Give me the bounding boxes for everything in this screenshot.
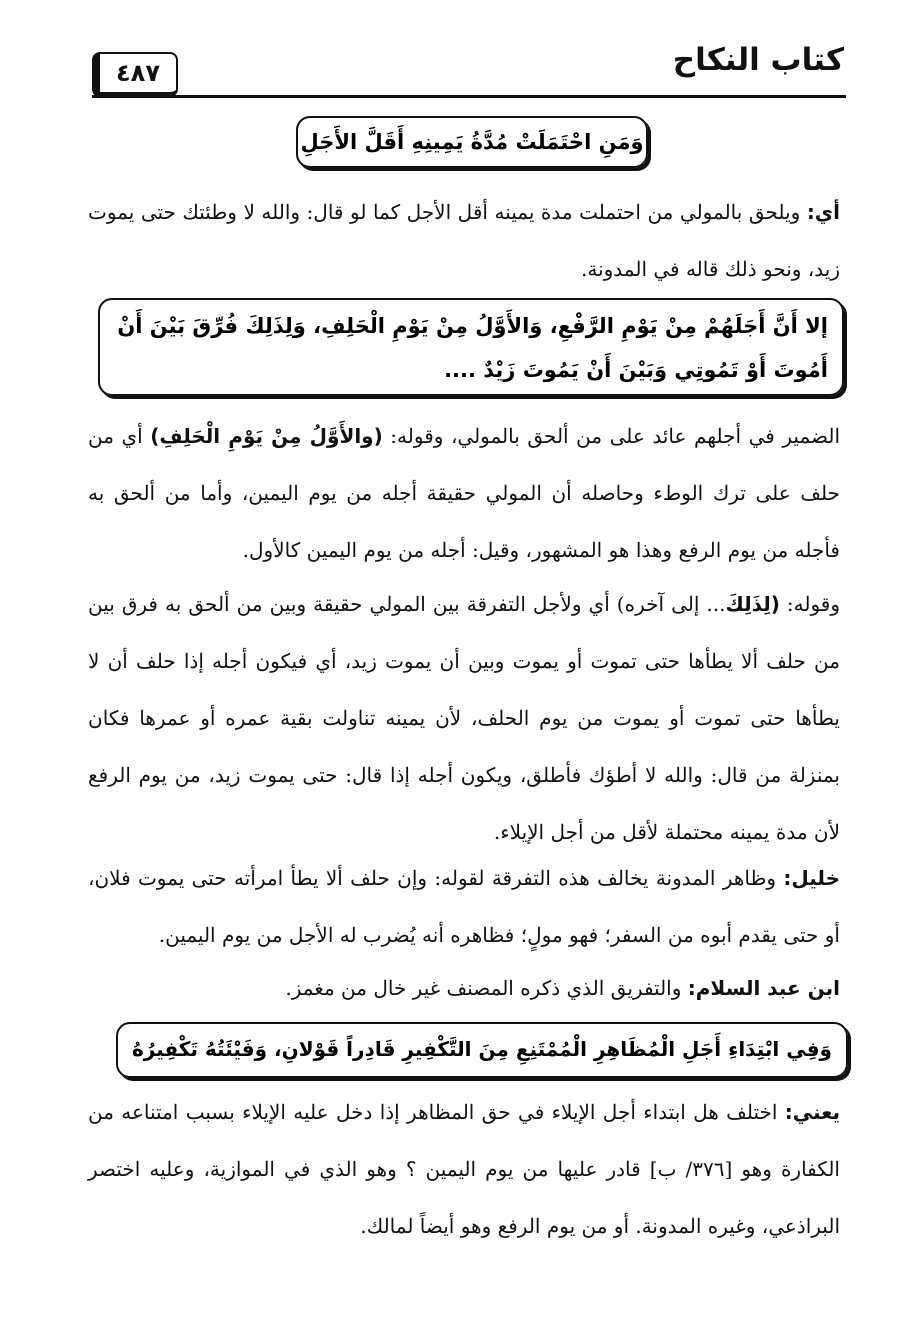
matn-box-1: وَمَنِ احْتَمَلَتْ مُدَّةُ يَمِينِهِ أَقَلَّ الأَجَلِ [296,116,648,168]
paragraph-lead: أي: [806,200,840,224]
paragraph-lead: خليل: [783,866,840,890]
paragraph-text: وقوله: [779,592,841,616]
commentary-paragraph-1 [88,184,840,298]
commentary-paragraph-6 [88,1084,840,1255]
page-number: ٤٨٧ [92,52,178,97]
paragraph-text: وظاهر المدونة يخالف هذه التفرقة لقوله: وإن حلف ألا يطأ امرأته حتى يموت فلان، أو حتى يقدم أبوه من السفر؛ فهو مولٍ؛ فظاهره أنه يُضرب له الأجل من يوم اليمين. [88,866,840,947]
matn-box-3: وَفِي ابْتِدَاءِ أَجَلِ الْمُظَاهِرِ الْمُمْتَنِعِ مِنَ التَّكْفِيرِ قَادِراً قَوْلانِ، وَفَيْئَتُهُ تَكْفِيرُهُ [116,1022,848,1078]
commentary-paragraph-4 [88,850,840,964]
commentary-paragraph-3 [88,576,840,861]
paragraph-lead: ابن عبد السلام: [687,976,840,1000]
paragraph-text: الضمير في أجلهم عائد على من ألحق بالمولي، وقوله: [382,424,840,448]
paragraph-text: ويلحق بالمولي من احتملت مدة يمينه أقل الأجل كما لو قال: والله لا وطئتك حتى يموت زيد، ونحو ذلك قاله في المدونة. [88,200,840,281]
paragraph-lead: يعني: [784,1100,840,1124]
paragraph-text: ... إلى آخره) أي ولأجل التفرقة بين المولي حقيقة وبين من ألحق به فرق بين من حلف ألا يطأها حتى تموت أو يموت وبين أن يموت زيد، أي فيكون أجله إذا حلف أن لا يطأها حتى تموت أو يموت من يوم الحلف، لأن يمينه تناولت بقية عمره أو عمرها فكان بمنزلة من قال: والله لا أطؤك فأطلق، ويكون أجله إذا قال: حتى يموت زيد، من يوم الرفع لأن مدة يمينه محتملة لأقل من أجل الإيلاء. [88,592,840,844]
commentary-paragraph-5 [88,960,840,1017]
paragraph-text: اختلف هل ابتداء أجل الإيلاء في حق المظاهر إذا دخل عليه الإيلاء بسبب امتناعه من الكفارة وهو [٣٧٦/ ب] قادر عليها من يوم اليمين ؟ وهو الذي في الموازية، وعليه اختصر البراذعي، وغيره المدونة. أو من يوم الرفع وهو أيضاً لمالك. [88,1100,840,1238]
commentary-paragraph-2 [88,408,840,579]
quoted-matn: (لِذَلِكَ [725,592,780,616]
book-title: كتاب النكاح [672,42,844,78]
header-rule [92,95,846,98]
quoted-matn: (والأَوَّلُ مِنْ يَوْمِ الْحَلِفِ) [150,424,383,448]
paragraph-text: أي من حلف على ترك الوطء وحاصله أن المولي حقيقة أجله من يوم اليمين، وأما من ألحق به فأجله من يوم الرفع وهذا هو المشهور، وقيل: أجله من يوم اليمين كالأول. [88,424,840,562]
matn-box-2: إلا أَنَّ أَجَلَهُمْ مِنْ يَوْمِ الرَّفْعِ، وَالأَوَّلُ مِنْ يَوْمِ الْحَلِفِ، وَلِذَلِكَ فُرِّقَ بَيْنَ أَنْ أَمُوتَ أَوْ تَمُوتِي وَبَيْنَ أَنْ يَمُوتَ زَيْدٌ .... [98,298,844,396]
paragraph-text: والتفريق الذي ذكره المصنف غير خال من مغمز. [285,976,688,1000]
